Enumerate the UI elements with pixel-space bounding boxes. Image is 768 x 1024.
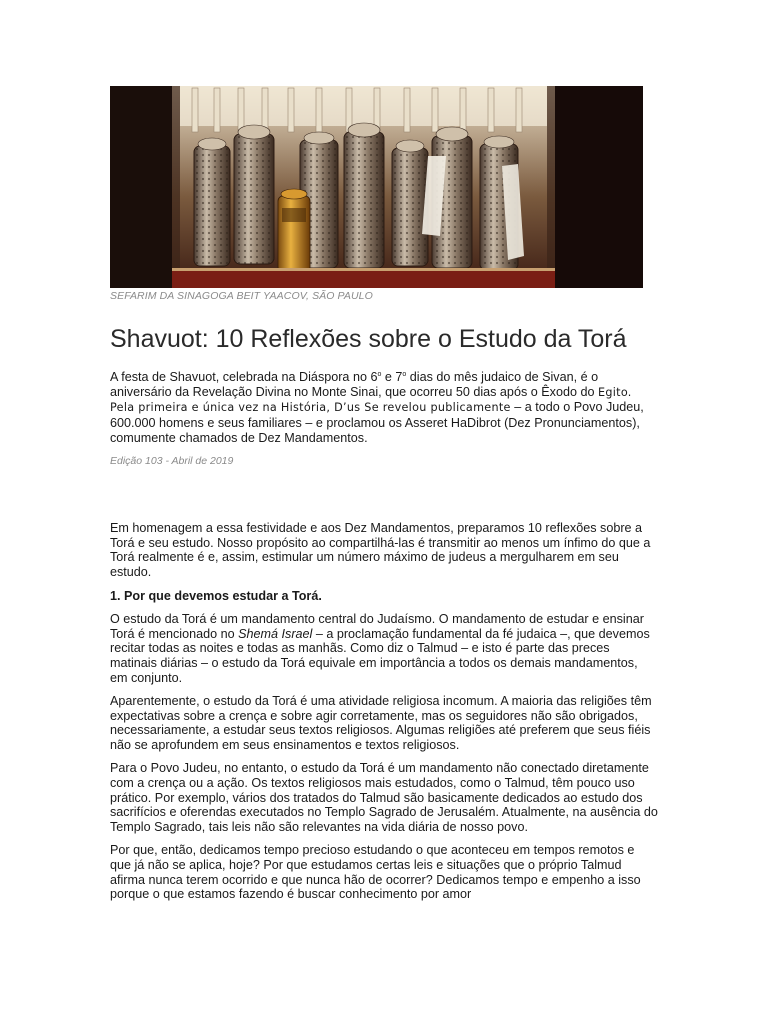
shema-israel-term: Shemá Israel — [238, 626, 313, 641]
body-paragraph-1: Em homenagem a essa festividade e aos Dez Mandamentos, preparamos 10 reflexões sobre a Torá e seu estudo. Nosso propósito ao compartilhá-las é transmitir ao menos um ínfimo do que a Torá realmente é e, assim, estimular um número máximo de judeus a mergulharem em seu estudo. — [110, 521, 651, 579]
edition-label: Edição 103 - Abril de 2019 — [110, 455, 234, 468]
intro-sup-1: o — [377, 371, 382, 378]
body-paragraph-3: Aparentemente, o estudo da Torá é uma atividade religiosa incomum. A maioria das religiões têm expectativas sobre a crença e sobre agir corretamente, mas os seguidores não são obrigados, necessariamente, a estudar seus textos religiosos. Algumas religiões até preferem que seus fiéis não se aprofundem em seus ensinamentos e textos religiosos. — [110, 694, 652, 752]
paragraph2-text-after: – a proclamação fundamental da fé judaica –, que devemos recitar todas as noites e todas as manhãs. Como diz o Talmud – e isto é parte das preces matinais diárias – o estudo da Torá equivale em importância a todos os demais mandamentos, em conjunto. — [110, 626, 650, 685]
intro-text-2: e 7 — [381, 370, 403, 385]
article-page — [110, 86, 658, 902]
body-paragraph-5: Por que, então, dedicamos tempo precioso estudando o que aconteceu em tempos remotos e que já não se aplica, hoje? Por que estudamos certas leis e situações que o próprio Talmud afirma nunca terem ocorrido e que nunca hão de ocorrer? Dedicamos tempo e empenho a isso porque o que estamos fazendo é buscar conhecimento por amor — [110, 843, 641, 902]
body-paragraph-4: Para o Povo Judeu, no entanto, o estudo da Torá é um mandamento não conectado diretamente com a crença ou a ação. Os textos religiosos mais estudados, como o Talmud, têm pouco uso prático. Por exemplo, vários dos tratados do Talmud são basicamente dedicados ao estudo dos sacrifícios e oferendas executados no Templo Sagrado de Jerusalém. Atualmente, na ausência do Templo Sagrado, tais leis não são relevantes na vida diária de nosso povo. — [110, 761, 658, 834]
body-paragraph-2 — [110, 612, 658, 685]
intro-text-1: A festa de Shavuot, celebrada na Diáspora no 6 — [110, 370, 378, 385]
intro-paragraph — [110, 368, 658, 445]
intro-text-3: dias do mês judaico de Sivan, é o aniversário da Revelação Divina no Monte Sinai, que ocorreu 50 dias após o Êxodo do — [110, 370, 599, 399]
photo-caption: SEFARIM DA SINAGOGA BEIT YAACOV, SÃO PAULO — [110, 290, 373, 302]
intro-text-4: – a todo o Povo Judeu, 600.000 homens e seus familiares – e proclamou os Asseret HaDibrot (Dez Pronunciamentos), comumente chamados de Dez Mandamentos. — [110, 400, 644, 445]
article-title: Shavuot: 10 Reflexões sobre o Estudo da Torá — [110, 325, 627, 353]
paragraph2-text-before: O estudo da Torá é um mandamento central do Judaísmo. O mandamento de estudar e ensinar Torá é mencionado no — [110, 612, 644, 641]
intro-sup-2: o — [402, 371, 407, 378]
intro-text-mono: Egito. Pela primeira e única vez na História, D’us Se revelou publicamente — [110, 385, 632, 415]
section-heading-1: 1. Por que devemos estudar a Torá. — [110, 588, 322, 603]
torah-scrolls-photo — [110, 86, 643, 288]
